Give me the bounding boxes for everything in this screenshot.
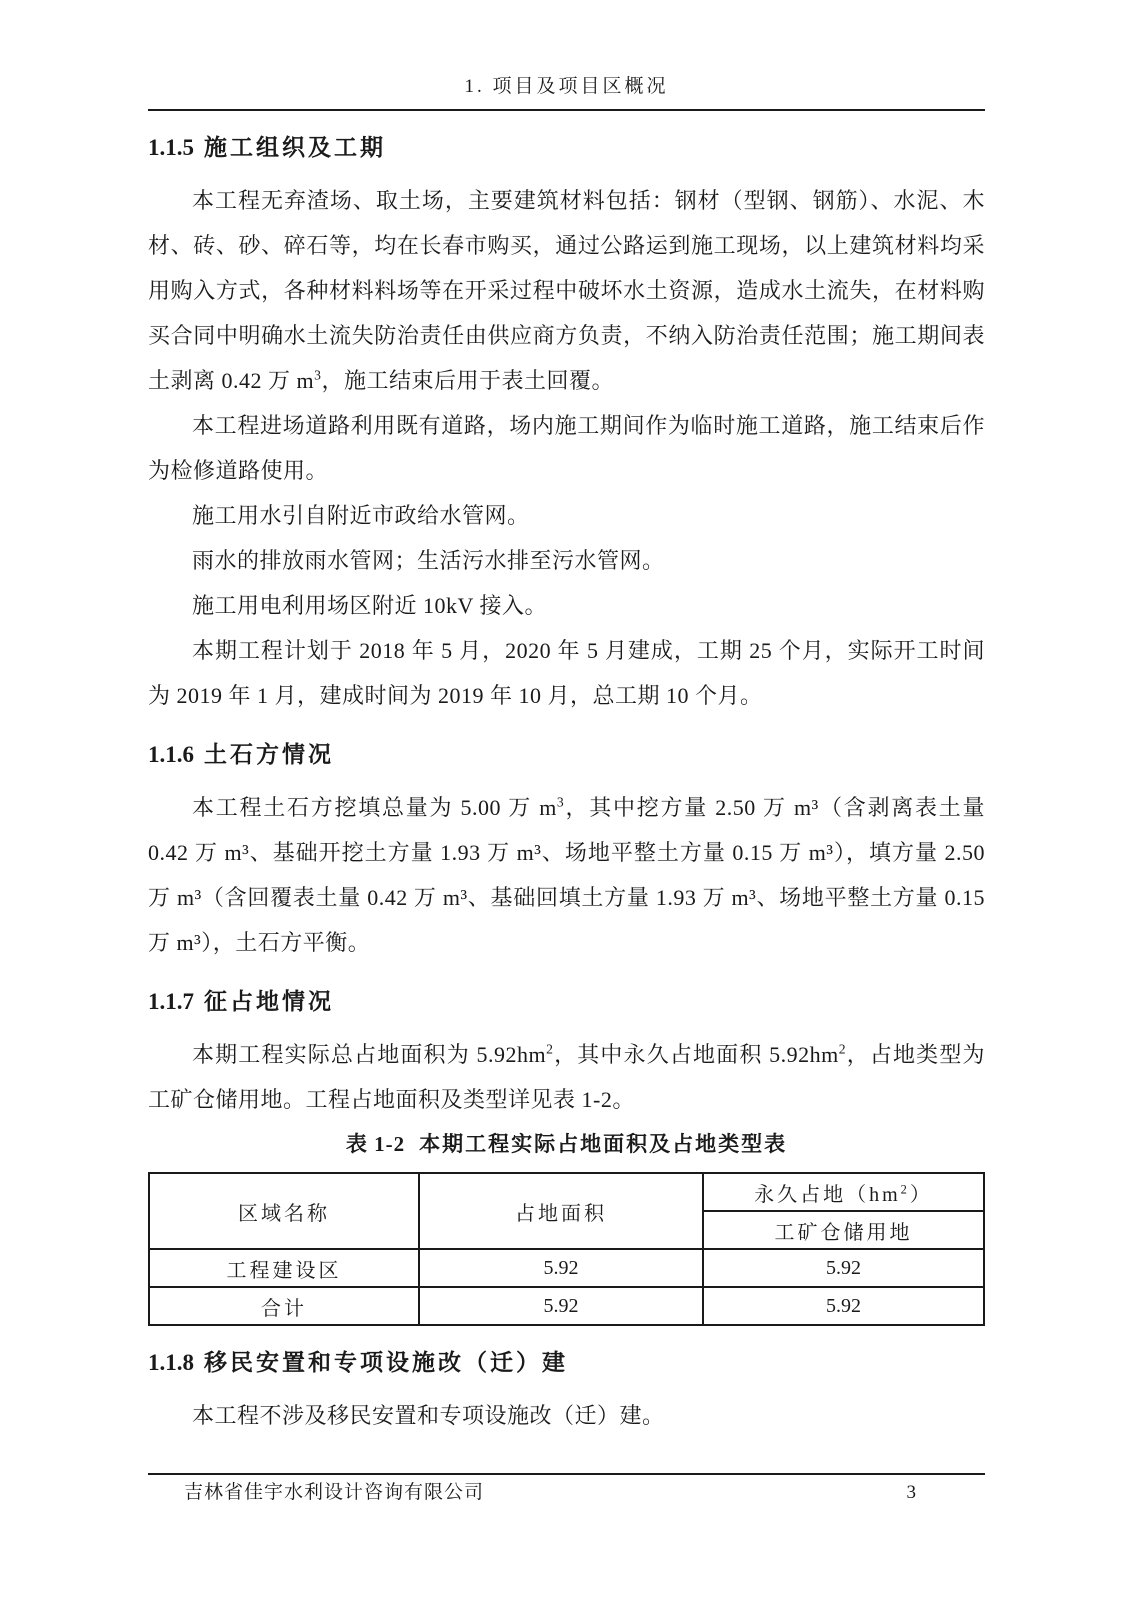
table-header-row xyxy=(149,1173,984,1211)
cell-permanent: 5.92 xyxy=(703,1287,984,1325)
cell-permanent: 5.92 xyxy=(703,1249,984,1287)
col-header-permanent: 永久占地$(hm^2)$ xyxy=(703,1173,984,1211)
footer-page-number: 3 xyxy=(906,1482,917,1503)
footer-company: 吉林省佳宇水利设计咨询有限公司 xyxy=(184,1482,485,1503)
table-row xyxy=(149,1287,984,1325)
para-resettlement: 本工程不涉及移民安置和专项设施改（迁）建。 xyxy=(192,1403,665,1428)
para-construction-materials: 本工程无弃渣场、取土场，主要建筑材料包括：钢材（型钢、钢筋）、水泥、木材、砖、砂、碎石等，均在长春市购买，通过公路运到施工现场，以上建筑材料均采用购入方式，各种材料料场等在开采过程中破坏水土资源，造成水土流失，在材料购买合同中明确水土流失防治责任由供应商方负责，不纳入防治责任范围；施工期间表土剥离 0.42 万 $m^3$，施工结束后用于表土回覆。 xyxy=(148,188,985,393)
page-header xyxy=(148,74,985,111)
para-land-occupation: 本期工程实际总占地面积为 $5.92hm^2$，其中永久占地面积 $5.92hm^2$，占地类型为工矿仓储用地。工程占地面积及类型详见表 1-2。 xyxy=(148,1041,985,1112)
header-title: 1. 项目及项目区概况 xyxy=(464,76,669,97)
para-drainage: 雨水的排放雨水管网；生活污水排至污水管网。 xyxy=(192,548,665,573)
cell-region: 工程建设区 xyxy=(149,1249,419,1287)
para-construction-water: 施工用水引自附近市政给水管网。 xyxy=(192,503,530,528)
section-title: 移民安置和专项设施改（迁）建 xyxy=(204,1350,568,1375)
section-heading-1-1-5 xyxy=(148,133,985,163)
table-row xyxy=(149,1249,984,1287)
col-header-region: 区域名称 xyxy=(149,1173,419,1249)
cell-area: 5.92 xyxy=(419,1287,703,1325)
para-schedule: 本期工程计划于 2018 年 5 月，2020 年 5 月建成，工期 25 个月，实际开工时间为 2019 年 1 月，建成时间为 2019 年 10 月，总工期 10 个月。 xyxy=(148,638,985,708)
col-subheader-landtype: 工矿仓储用地 xyxy=(703,1211,984,1249)
para-access-road: 本工程进场道路利用既有道路，场内施工期间作为临时施工道路，施工结束后作为检修道路使用。 xyxy=(148,413,985,483)
land-use-table xyxy=(148,1172,985,1326)
cell-region: 合计 xyxy=(149,1287,419,1325)
section-title: 征占地情况 xyxy=(204,989,334,1014)
para-earthwork: 本工程土石方挖填总量为 5.00 万 $m^3$，其中挖方量 2.50 万 m³（含剥离表土量 0.42 万 m³、基础开挖土方量 1.93 万 m³、场地平整土方量 0.15 万 m³），填方量 2.50 万 m³（含回覆表土量 0.42 万 m³、基础回填土方量 1.93 万 m³、场地平整土方量 0.15 万 m³），土石方平衡。 xyxy=(148,794,985,955)
section-heading-1-1-6 xyxy=(148,740,985,770)
table-caption-label: 表 1-2 xyxy=(345,1132,406,1156)
para-construction-power: 施工用电利用场区附近 10kV 接入。 xyxy=(192,593,547,618)
page-footer xyxy=(148,1473,985,1506)
table-caption xyxy=(148,1130,985,1158)
section-number: 1.1.7 xyxy=(148,989,194,1014)
document-body xyxy=(148,111,985,1438)
section-heading-1-1-7 xyxy=(148,987,985,1017)
table-caption-title: 本期工程实际占地面积及占地类型表 xyxy=(419,1132,788,1156)
section-number: 1.1.8 xyxy=(148,1350,194,1375)
section-title: 施工组织及工期 xyxy=(204,135,386,160)
col-header-area: 占地面积 xyxy=(419,1173,703,1249)
cell-area: 5.92 xyxy=(419,1249,703,1287)
section-title: 土石方情况 xyxy=(204,742,334,767)
section-number: 1.1.6 xyxy=(148,742,194,767)
section-heading-1-1-8 xyxy=(148,1348,985,1378)
section-number: 1.1.5 xyxy=(148,135,194,160)
